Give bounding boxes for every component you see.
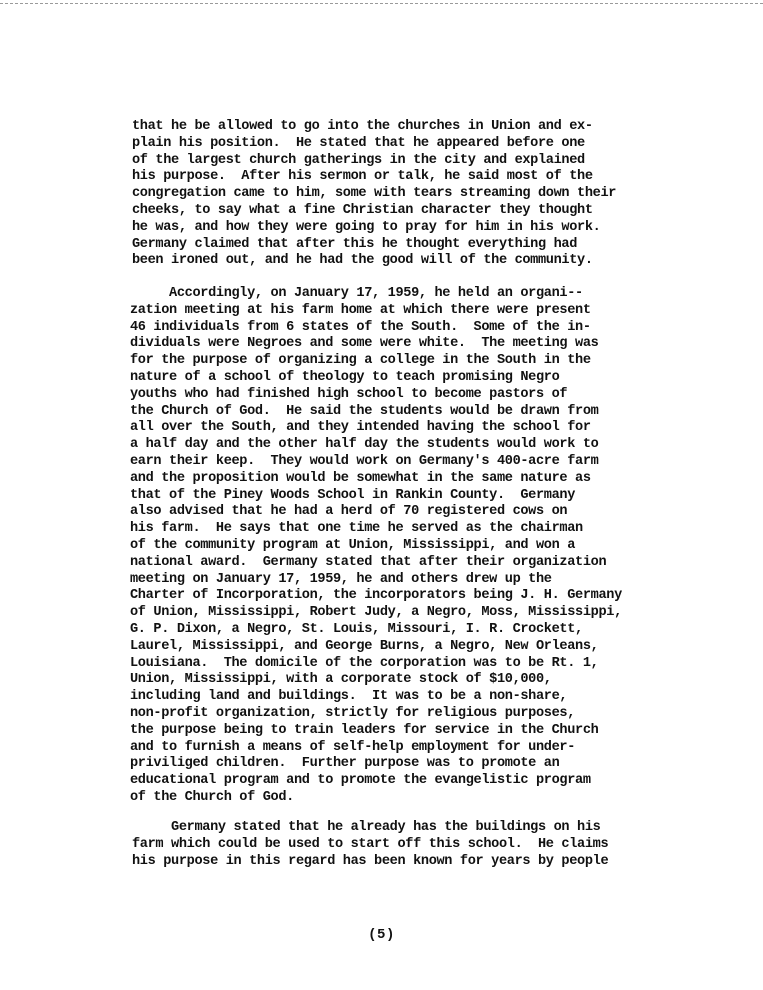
text-line: non-profit organization, strictly for religious purposes, bbox=[130, 705, 576, 721]
text-line: dividuals were Negroes and some were white. The meeting was bbox=[130, 336, 599, 352]
text-line: farm which could be used to start off this school. He claims bbox=[132, 836, 609, 852]
text-line: congregation came to him, some with tears streaming down their bbox=[132, 186, 617, 202]
text-line: plain his position. He stated that he appeared before one bbox=[132, 135, 585, 151]
text-line: his purpose. After his sermon or talk, he said most of the bbox=[132, 169, 593, 185]
paragraph-3 bbox=[132, 820, 608, 870]
text-line: cheeks, to say what a fine Christian character they thought bbox=[132, 202, 593, 218]
text-line: all over the South, and they intended having the school for bbox=[130, 420, 591, 436]
text-line: of the community program at Union, Mississippi, and won a bbox=[130, 537, 576, 553]
text-line: 46 individuals from 6 states of the South. Some of the in- bbox=[130, 319, 591, 335]
text-line: he was, and how they were going to pray for him in his work. bbox=[132, 219, 601, 235]
text-line: including land and buildings. It was to be a non-share, bbox=[130, 689, 568, 705]
text-line: G. P. Dixon, a Negro, St. Louis, Missouri, I. R. Crockett, bbox=[130, 621, 583, 637]
text-line: nature of a school of theology to teach promising Negro bbox=[130, 369, 560, 385]
text-line: zation meeting at his farm home at which there were present bbox=[130, 302, 591, 318]
text-line: Germany claimed that after this he thought everything had bbox=[132, 236, 578, 252]
text-line: a half day and the other half day the students would work to bbox=[130, 437, 599, 453]
text-line: and the proposition would be somewhat in the same nature as bbox=[130, 470, 591, 486]
text-line: that he be allowed to go into the churches in Union and ex- bbox=[132, 119, 593, 134]
text-line: of the largest church gatherings in the city and explained bbox=[132, 152, 585, 168]
top-edge-rule bbox=[0, 3, 763, 4]
text-line: Laurel, Mississippi, and George Burns, a Negro, New Orleans, bbox=[130, 638, 599, 654]
text-line: the Church of God. He said the students would be drawn from bbox=[130, 403, 599, 419]
text-line: and to furnish a means of self-help employment for under- bbox=[130, 739, 576, 755]
paragraph-2 bbox=[130, 286, 622, 807]
text-line: his purpose in this regard has been known for years by people bbox=[132, 853, 609, 869]
text-line: Charter of Incorporation, the incorporators being J. H. Germany bbox=[130, 588, 622, 604]
text-line: also advised that he had a herd of 70 registered cows on bbox=[130, 504, 568, 520]
text-line: national award. Germany stated that after their organization bbox=[130, 554, 607, 570]
text-line: Germany stated that he already has the buildings on his bbox=[132, 820, 601, 835]
text-line: for the purpose of organizing a college in the South in the bbox=[130, 353, 591, 369]
text-line: Accordingly, on January 17, 1959, he held an organi-- bbox=[130, 286, 583, 301]
paragraph-1 bbox=[132, 119, 616, 270]
text-line: his farm. He says that one time he served as the chairman bbox=[130, 521, 583, 537]
page-number: (5) bbox=[368, 927, 395, 943]
text-line: earn their keep. They would work on Germany's 400-acre farm bbox=[130, 453, 599, 469]
text-line: the purpose being to train leaders for service in the Church bbox=[130, 722, 599, 738]
text-line: priviliged children. Further purpose was to promote an bbox=[130, 756, 560, 772]
text-line: Louisiana. The domicile of the corporation was to be Rt. 1, bbox=[130, 655, 599, 671]
text-line: meeting on January 17, 1959, he and others drew up the bbox=[130, 571, 552, 587]
text-line: of Union, Mississippi, Robert Judy, a Negro, Moss, Mississippi, bbox=[130, 605, 622, 621]
text-line: been ironed out, and he had the good will of the community. bbox=[132, 253, 593, 269]
text-line: youths who had finished high school to become pastors of bbox=[130, 386, 568, 402]
text-line: Union, Mississippi, with a corporate stock of $10,000, bbox=[130, 672, 552, 688]
text-line: of the Church of God. bbox=[130, 789, 294, 805]
text-line: educational program and to promote the evangelistic program bbox=[130, 773, 591, 789]
text-line: that of the Piney Woods School in Rankin County. Germany bbox=[130, 487, 576, 503]
